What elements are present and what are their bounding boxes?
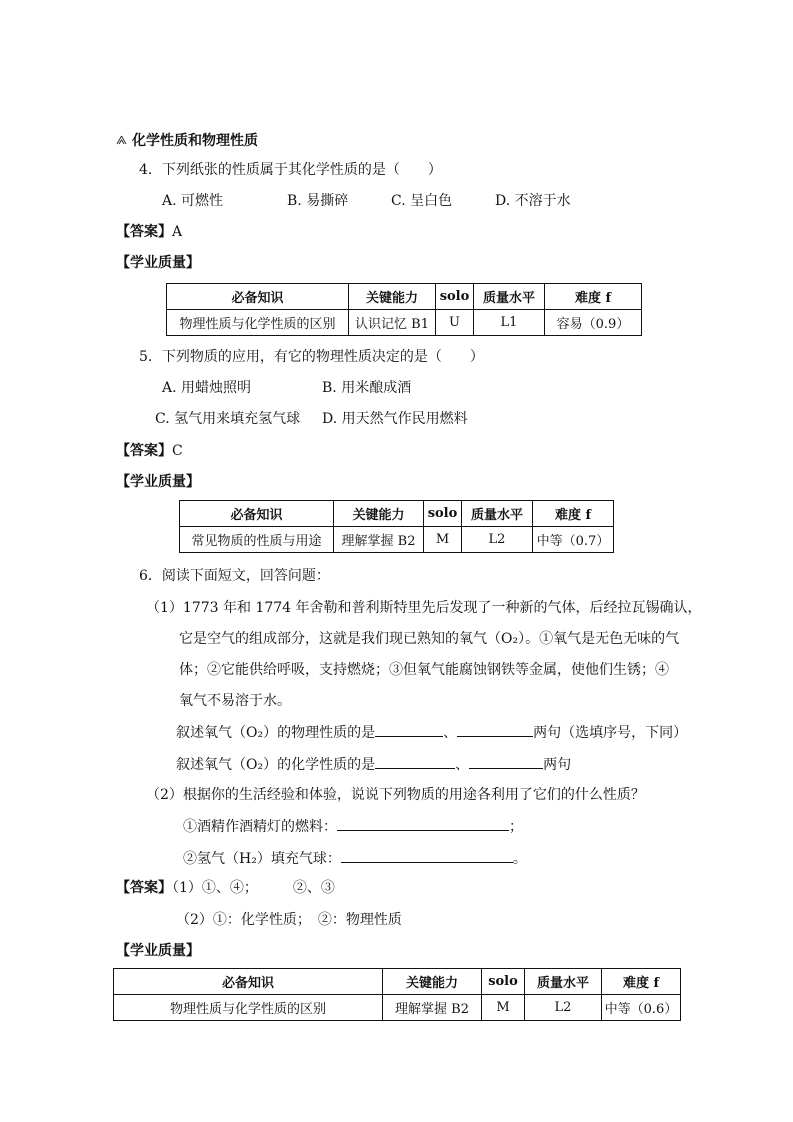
question-5-stem: 5．下列物质的应用，有它的物理性质决定的是（ ） bbox=[139, 349, 484, 365]
table-cell: 物理性质与化学性质的区别 bbox=[167, 310, 349, 336]
blank-field[interactable] bbox=[375, 754, 455, 769]
section-title: 化学性质和物理性质 bbox=[132, 133, 258, 149]
q6-passage-line-2: 它是空气的组成部分，这就是我们现已熟知的氧气（O₂）。①氧气是无色无味的气 bbox=[179, 631, 680, 647]
table-cell: L2 bbox=[525, 995, 602, 1021]
header-cell: 质量水平 bbox=[462, 501, 533, 527]
q5-option-d: D. 用天然气作民用燃料 bbox=[322, 411, 468, 427]
header-cell: 关键能力 bbox=[349, 284, 436, 310]
q4-option-d: D. 不溶于水 bbox=[495, 193, 571, 209]
table-row bbox=[180, 527, 614, 553]
q6-quality-tag: 【学业质量】 bbox=[116, 943, 200, 959]
item-label: ②氢气（H₂）填充气球： bbox=[183, 851, 341, 867]
table-header-row bbox=[180, 501, 614, 527]
q5-option-c: C. 氢气用来填充氢气球 bbox=[155, 411, 301, 427]
q6-part-2: （2）根据你的生活经验和体验，说说下列物质的用途各利用了它们的什么性质？ bbox=[146, 787, 645, 803]
header-cell: solo bbox=[436, 284, 474, 310]
header-cell: 必备知识 bbox=[114, 969, 383, 995]
tent-icon bbox=[116, 132, 132, 152]
blank-field[interactable] bbox=[341, 848, 513, 863]
q6-fill-chemical bbox=[176, 754, 571, 775]
q6-passage-line-3: 体；②它能供给呼吸，支持燃烧；③但氧气能腐蚀钢铁等金属，使他们生锈；④ bbox=[179, 662, 669, 678]
q4-quality-tag: 【学业质量】 bbox=[116, 255, 200, 271]
q6-answer bbox=[116, 878, 335, 898]
question-6-stem: 6．阅读下面短文，回答问题： bbox=[139, 568, 330, 584]
answer-tag: 【答案】 bbox=[116, 880, 172, 896]
table-cell: 理解掌握 B2 bbox=[383, 995, 482, 1021]
table-cell: M bbox=[482, 995, 525, 1021]
header-cell: 质量水平 bbox=[525, 969, 602, 995]
q4-answer bbox=[116, 222, 182, 242]
q6-part-2-item-2 bbox=[183, 848, 527, 869]
item-end: 。 bbox=[512, 851, 527, 867]
q6-passage-line-1: （1）1773 年和 1774 年舍勒和普利斯特里先后发现了一种新的气体，后经拉瓦锡确认， bbox=[146, 600, 702, 616]
blank-field[interactable] bbox=[375, 722, 443, 737]
q4-option-c: C. 呈白色 bbox=[391, 193, 453, 209]
table-cell: 容易（0.9） bbox=[545, 310, 642, 336]
answer-tag: 【答案】 bbox=[116, 443, 172, 459]
q6-answer-line-2: （2）①：化学性质； ②：物理性质 bbox=[176, 912, 402, 928]
q5-quality-table bbox=[179, 500, 614, 553]
q4-option-b: B. 易撕碎 bbox=[287, 193, 349, 209]
fill-prompt: 叙述氧气（O₂）的化学性质的是 bbox=[176, 757, 376, 773]
table-cell: 理解掌握 B2 bbox=[334, 527, 424, 553]
question-4-stem: 4．下列纸张的性质属于其化学性质的是（ ） bbox=[139, 162, 442, 178]
answer-tag: 【答案】 bbox=[116, 224, 172, 240]
header-cell: 质量水平 bbox=[474, 284, 545, 310]
header-cell: 难度 f bbox=[602, 969, 681, 995]
header-cell: 必备知识 bbox=[180, 501, 334, 527]
separator: 、 bbox=[443, 725, 458, 741]
answer-value: C bbox=[172, 443, 183, 459]
fill-prompt: 叙述氧气（O₂）的物理性质的是 bbox=[176, 725, 376, 741]
blank-field[interactable] bbox=[337, 816, 509, 831]
q5-option-a: A. 用蜡烛照明 bbox=[162, 380, 252, 396]
q5-option-b: B. 用米酿成酒 bbox=[322, 380, 412, 396]
item-end: ； bbox=[509, 819, 523, 835]
table-header-row bbox=[114, 969, 681, 995]
table-cell: 常见物质的性质与用途 bbox=[180, 527, 334, 553]
fill-suffix: 两句 bbox=[543, 757, 572, 773]
separator: 、 bbox=[455, 757, 470, 773]
header-cell: 必备知识 bbox=[167, 284, 349, 310]
blank-field[interactable] bbox=[469, 754, 543, 769]
q6-quality-table bbox=[113, 968, 681, 1021]
item-label: ①酒精作酒精灯的燃料： bbox=[183, 819, 337, 835]
table-cell: U bbox=[436, 310, 474, 336]
table-cell: L1 bbox=[474, 310, 545, 336]
header-cell: solo bbox=[482, 969, 525, 995]
blank-field[interactable] bbox=[457, 722, 533, 737]
q6-fill-physical bbox=[176, 722, 687, 743]
q4-quality-table bbox=[166, 283, 642, 336]
header-cell: 关键能力 bbox=[383, 969, 482, 995]
table-cell: 物理性质与化学性质的区别 bbox=[114, 995, 383, 1021]
q6-part-2-item-1 bbox=[183, 816, 523, 837]
table-row bbox=[167, 310, 642, 336]
q5-quality-tag: 【学业质量】 bbox=[116, 474, 200, 490]
table-row bbox=[114, 995, 681, 1021]
q5-answer bbox=[116, 441, 183, 461]
answer-line-1: （1）①、④； ②、③ bbox=[172, 880, 335, 896]
header-cell: solo bbox=[424, 501, 462, 527]
table-cell: 中等（0.7） bbox=[533, 527, 614, 553]
answer-value: A bbox=[172, 224, 183, 240]
table-header-row bbox=[167, 284, 642, 310]
fill-suffix: 两句（选填序号，下同） bbox=[533, 725, 688, 741]
table-cell: M bbox=[424, 527, 462, 553]
header-cell: 难度 f bbox=[545, 284, 642, 310]
header-cell: 关键能力 bbox=[334, 501, 424, 527]
table-cell: 中等（0.6） bbox=[602, 995, 681, 1021]
header-cell: 难度 f bbox=[533, 501, 614, 527]
section-heading bbox=[116, 131, 258, 152]
table-cell: L2 bbox=[462, 527, 533, 553]
q4-option-a: A. 可燃性 bbox=[162, 193, 224, 209]
q6-passage-line-4: 氧气不易溶于水。 bbox=[179, 693, 291, 709]
table-cell: 认识记忆 B1 bbox=[349, 310, 436, 336]
